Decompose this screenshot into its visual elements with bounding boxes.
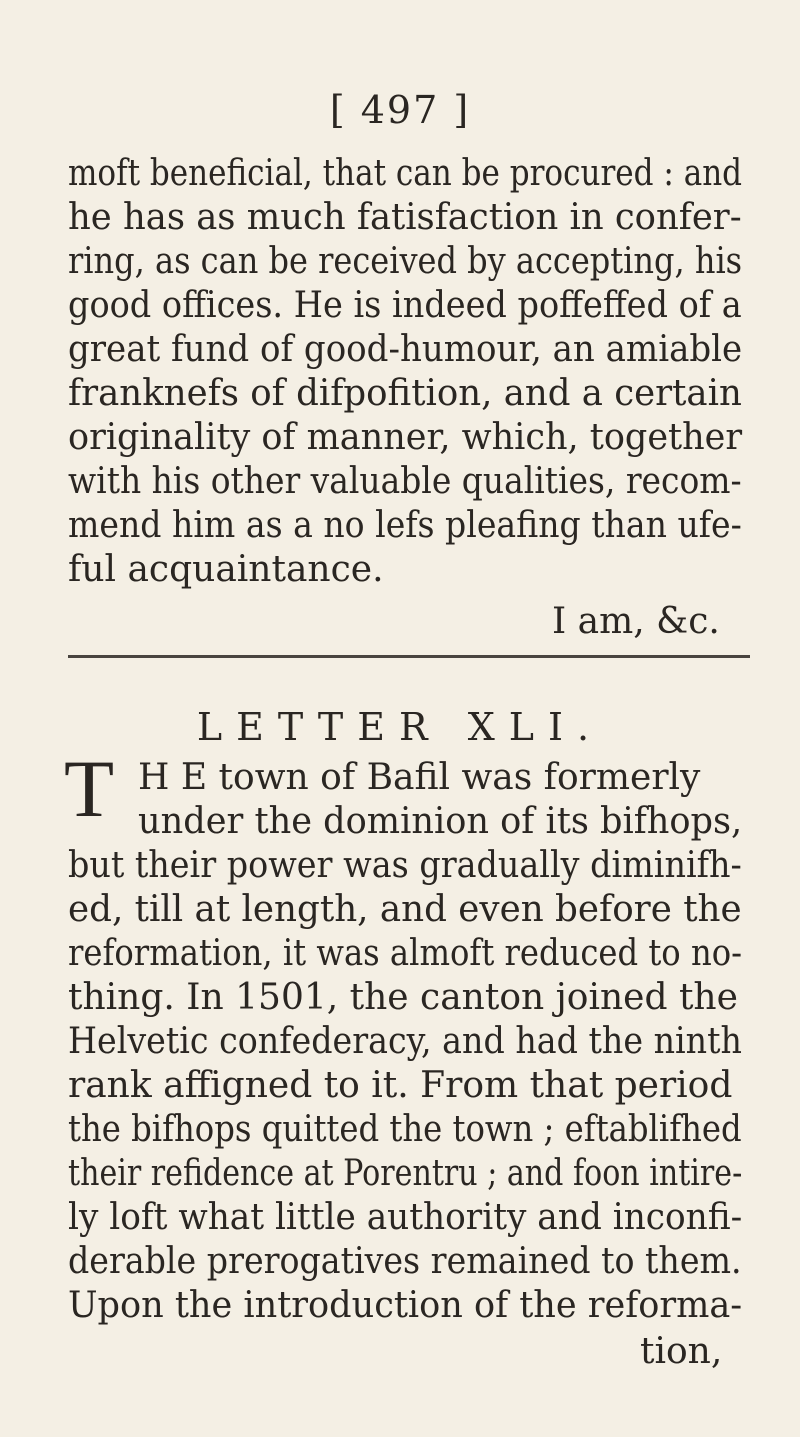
text-line: derable prerogatives remained to them. [68,1241,742,1282]
text-line: Upon the introduction of the reforma- [68,1285,743,1326]
text-line: good offices. He is indeed poffeffed of a [68,285,742,326]
text-line: ful acquaintance. [68,549,384,590]
text-line: ed, till at length, and even before the [68,889,742,930]
text-line: under the dominion of its bifhops, [138,801,743,842]
text-line: ly loft what little authority and inconfi- [68,1197,743,1238]
text-line: Helvetic confederacy, and had the ninth [68,1021,742,1062]
text-line: mend him as a no lefs pleafing than ufe- [68,505,742,546]
text-line: he has as much fatisfaction in confer- [68,197,742,238]
text-line: but their power was gradually diminifh- [68,845,742,886]
text-line: the bifhops quitted the town ; eftablifhed [68,1109,742,1150]
letter-closing: I am, &c. [552,601,720,642]
text-line: great fund of good-humour, an amiable [68,329,743,370]
text-line: H E town of Bafil was formerly [138,757,701,798]
text-line: with his other valuable qualities, recom- [68,461,742,502]
section-divider [68,655,750,658]
text-line: reformation, it was almoft reduced to no- [68,933,742,974]
letter-heading: LETTER XLI. [196,705,604,749]
page-number-header: [ 497 ] [329,88,471,132]
text-line: ring, as can be received by accepting, his [68,241,743,282]
text-line: thing. In 1501, the canton joined the [68,977,738,1018]
text-line: rank affigned to it. From that period [68,1065,733,1106]
text-line: their refidence at Porentru ; and foon intire- [68,1153,743,1194]
catchword: tion, [640,1331,723,1372]
drop-cap: T [64,743,115,834]
text-line: moft beneficial, that can be procured : and [68,153,743,194]
text-line: originality of manner, which, together [68,417,743,458]
text-line: franknefs of difpofition, and a certain [68,373,742,414]
